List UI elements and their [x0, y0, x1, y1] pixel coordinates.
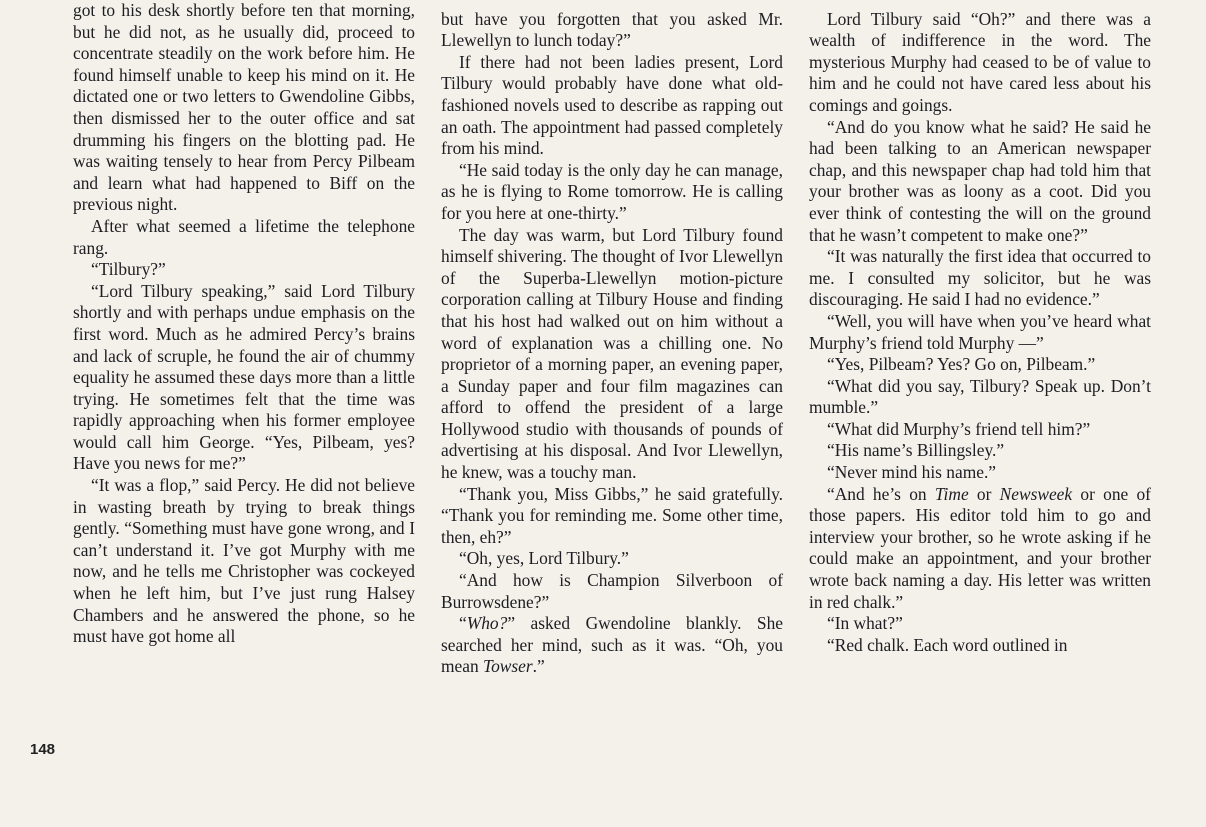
paragraph: “It was naturally the first idea that occurred to me. I consulted my solicitor, but he was discouraging. He said I had no evidence.”: [809, 246, 1151, 310]
paragraph: “Never mind his name.”: [827, 462, 997, 483]
paragraph: Lord Tilbury said “Oh?” and there was a wealth of indifference in the word. The mysterious Murphy had ceased to be of value to him and he could not have cared less about his comings and goings.: [809, 8, 1151, 115]
paragraph-partial: [809, 0, 1151, 9]
paragraph: “Who?” asked Gwendoline blankly. She searched her mind, such as it was. “Oh, you mean Towser.”: [441, 613, 783, 677]
paragraph: but have you forgotten that you asked Mr. Llewellyn to lunch today?”: [441, 8, 783, 51]
text-column-1: [73, 0, 415, 648]
paragraph: “Well, you will have when you’ve heard what Murphy’s friend told Murphy —”: [809, 310, 1151, 353]
paragraph: The day was warm, but Lord Tilbury found himself shivering. The thought of Ivor Llewellyn of the Superba-Llewellyn motion-picture corporation calling at Tilbury House and finding that his host had walked out on him without a word of explanation was a chilling one. No proprietor of a morning paper, an evening paper, a Sunday paper and four film magazines can afford to offend the president of a large Hollywood studio with thousands of pounds of advertising at his disposal. And Ivor Llewellyn, he knew, was a touchy man.: [441, 224, 783, 483]
paragraph: “And do you know what he said? He said he had been talking to an American newspaper chap, and this newspaper chap had told him that your brother was as loony as a coot. Did you ever think of contesting the will on the ground that he wasn’t competent to make one?”: [809, 116, 1151, 245]
paragraph: “Oh, yes, Lord Tilbury.”: [459, 548, 629, 569]
paragraph: “His name’s Billingsley.”: [827, 440, 1005, 461]
paragraph: “In what?”: [827, 613, 903, 634]
paragraph: “And how is Champion Silverboon of Burrowsdene?”: [441, 570, 783, 612]
paragraph: “Yes, Pilbeam? Yes? Go on, Pilbeam.”: [827, 354, 1096, 375]
paragraph: “Thank you, Miss Gibbs,” he said gratefully. “Thank you for reminding me. Some other time, then, eh?”: [441, 483, 783, 547]
paragraph: “What did you say, Tilbury? Speak up. Don’t mumble.”: [809, 375, 1151, 418]
paragraph: “He said today is the only day he can manage, as he is flying to Rome tomorrow. He is calling for you here at one-thirty.”: [441, 159, 783, 223]
paragraph: got to his desk shortly before ten that morning, but he did not, as he usually did, proceed to concentrate steadily on the work before him. He found himself unable to keep his mind on it. He dictated one or two letters to Gwendoline Gibbs, then dismissed her to the outer office and sat drumming his fingers on the blotting pad. He was waiting tensely to hear from Percy Pilbeam and learn what had happened to Biff on the previous night.: [73, 0, 415, 215]
text-column-2: [441, 0, 783, 678]
paragraph: “And he’s on Time or Newsweek or one of those papers. His editor told him to go and interview your brother, so he wrote asking if he could make an appointment, and your brother wrote back naming a day. His letter was written in red chalk.”: [809, 483, 1151, 612]
page-number: 148: [30, 741, 56, 758]
paragraph: “Lord Tilbury speaking,” said Lord Tilbury shortly and with perhaps undue emphasis on the first word. Much as he admired Percy’s brains and lack of scruple, he found the air of chummy equality he assumed these days more than a little trying. He sometimes felt that the time was rapidly approaching when his former employee would call him George. “Yes, Pilbeam, yes? Have you news for me?”: [73, 280, 415, 474]
paragraph: After what seemed a lifetime the telephone rang.: [73, 215, 415, 258]
paragraph: “It was a flop,” said Percy. He did not believe in wasting breath by trying to break things gently. “Something must have gone wrong, and I can’t understand it. I’ve got Murphy with me now, and he tells me Christopher was cockeyed when he left him, but I’ve just rung Halsey Chambers and he answered the phone, so he must have got home all: [73, 475, 415, 647]
paragraph: “Tilbury?”: [91, 259, 166, 280]
paragraph: If there had not been ladies present, Lord Tilbury would probably have done what old-fashioned novels used to describe as rapping out an oath. The appointment had passed completely from his mind.: [441, 51, 783, 159]
paragraph: “Red chalk. Each word outlined in: [827, 634, 1068, 655]
text-column-3: [809, 0, 1151, 656]
paragraph: “What did Murphy’s friend tell him?”: [827, 418, 1091, 439]
paragraph-partial: [441, 0, 783, 9]
